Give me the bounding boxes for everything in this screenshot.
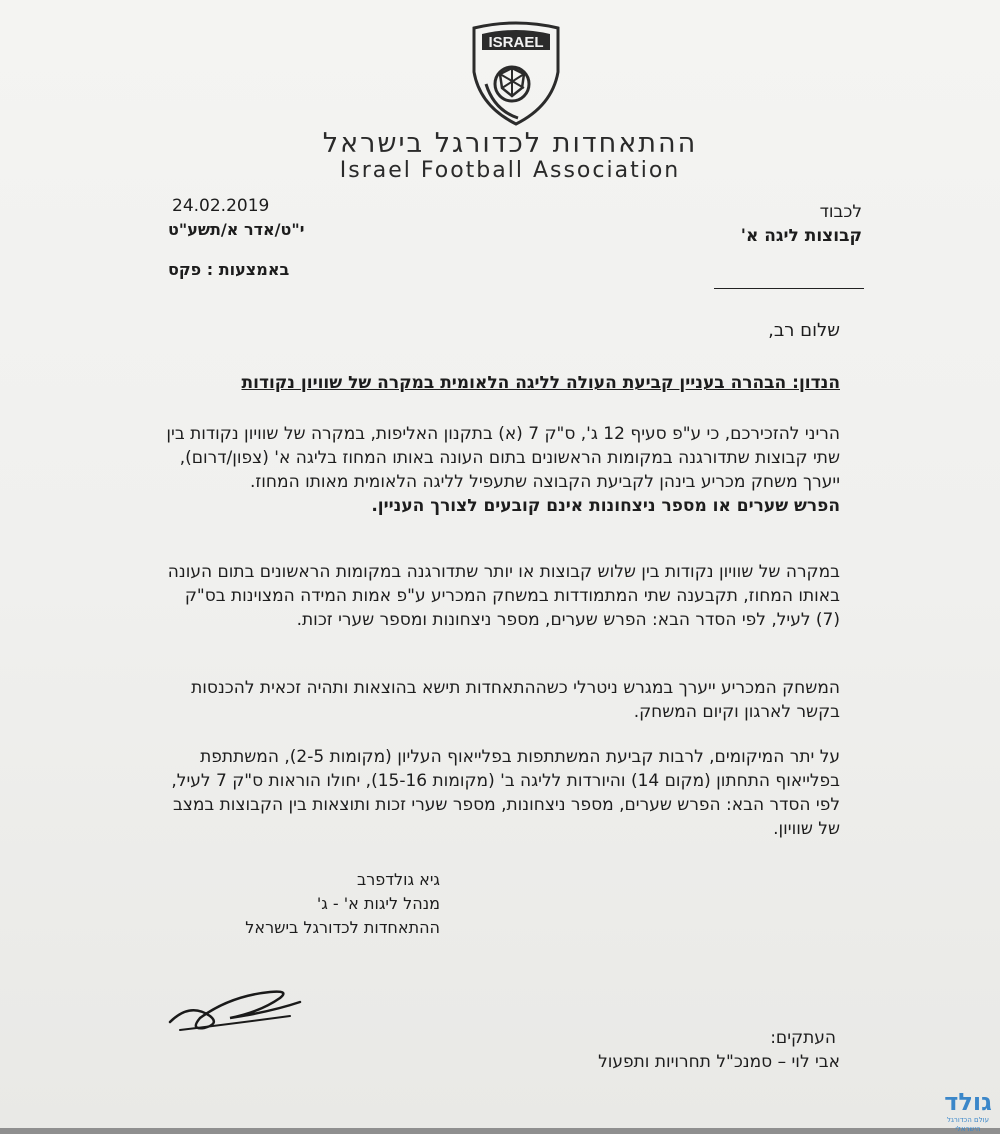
copies-recipient: אבי לוי – סמנכ"ל תחרויות ותפעול (598, 1052, 840, 1072)
greeting: שלום רב, (768, 320, 840, 341)
logo-text: ISRAEL (488, 34, 544, 51)
subject-line: הנדון: הבהרה בעניין קביעת העולה לליגה הלאומית במקרה של שוויון נקודות (241, 373, 840, 393)
signatory-title: מנהל ליגות א' - ג' (316, 894, 440, 913)
signatory-name: גיא גולדפרב (356, 870, 440, 889)
blank-line (714, 288, 864, 289)
paragraph-2: במקרה של שוויון נקודות בין שלוש קבוצות או יותר שתדורגנה במקומות הראשונים בתום העונה באותו המחוז, תקבענה שתי המתמודדות במשחק המכריע ע"פ אמות המידה המצוינות בס"ק (7) לעיל, לפי הסדר הבא: הפרש שערים, מספר ניצחונות ומספר שערי זכות. (167, 562, 840, 630)
handwritten-signature-icon (160, 972, 310, 1042)
site-watermark (936, 1088, 1000, 1133)
recipient-label: לכבוד (819, 202, 862, 222)
delivery-method: באמצעות : פקס (168, 260, 290, 279)
paragraph-1 (160, 422, 840, 518)
org-name-hebrew: ההתאחדות לכדורגל בישראל (322, 128, 698, 159)
signatory-block (180, 868, 440, 940)
paragraph-4: על יתר המיקומים, לרבות קביעת המשתתפות בפלייאוף העליון (מקומות 2-5), המשתתפת בפלייאוף התחתון (מקום 14) והיורדות לליגה ב' (מקומות 15-16), יחולו הוראות ס"ק 7 לעיל, לפי הסדר הבא: הפרש שערים, מספר ניצחונות, מספר שערי זכות ותוצאות בין הקבוצות במצב של שוויון. (171, 747, 840, 839)
watermark-main: גולד (944, 1088, 992, 1116)
paragraph-3: המשחק המכריע ייערך במגרש ניטרלי כשההתאחדות תישא בהוצאות ותהיה זכאית להכנסות בקשר לארגון וקיום המשחק. (191, 678, 840, 722)
date-hebrew: י"ט/אדר א/תשע"ט (168, 220, 305, 239)
ifa-logo-icon (456, 10, 576, 130)
watermark-sub: עולם הכדורגל הישראלי (947, 1116, 989, 1133)
copies-label: העתקים: (770, 1028, 836, 1048)
paragraph-1-bold-note: הפרש שערים או מספר ניצחונות אינם קובעים לצורך העניין. (371, 496, 840, 516)
paragraph-1-text: הריני להזכירכם, כי ע"פ סעיף 12 ג', ס"ק 7 (א) בתקנון האליפות, במקרה של שוויון נקודות בין שתי קבוצות שתדורגנה במקומות הראשונים בתום העונה באותו המחוז בליגה א' (צפון/דרום), ייערך משחק מכריע בינהן לקביעת הקבוצה שתעפיל לליגה הלאומית מאותו המחוז. (166, 424, 840, 492)
org-name-english: Israel Football Association (339, 158, 681, 183)
date-gregorian: 24.02.2019 (172, 196, 270, 216)
signatory-org: ההתאחדות לכדורגל בישראל (245, 918, 440, 937)
recipient-name: קבוצות ליגה א' (740, 226, 862, 246)
